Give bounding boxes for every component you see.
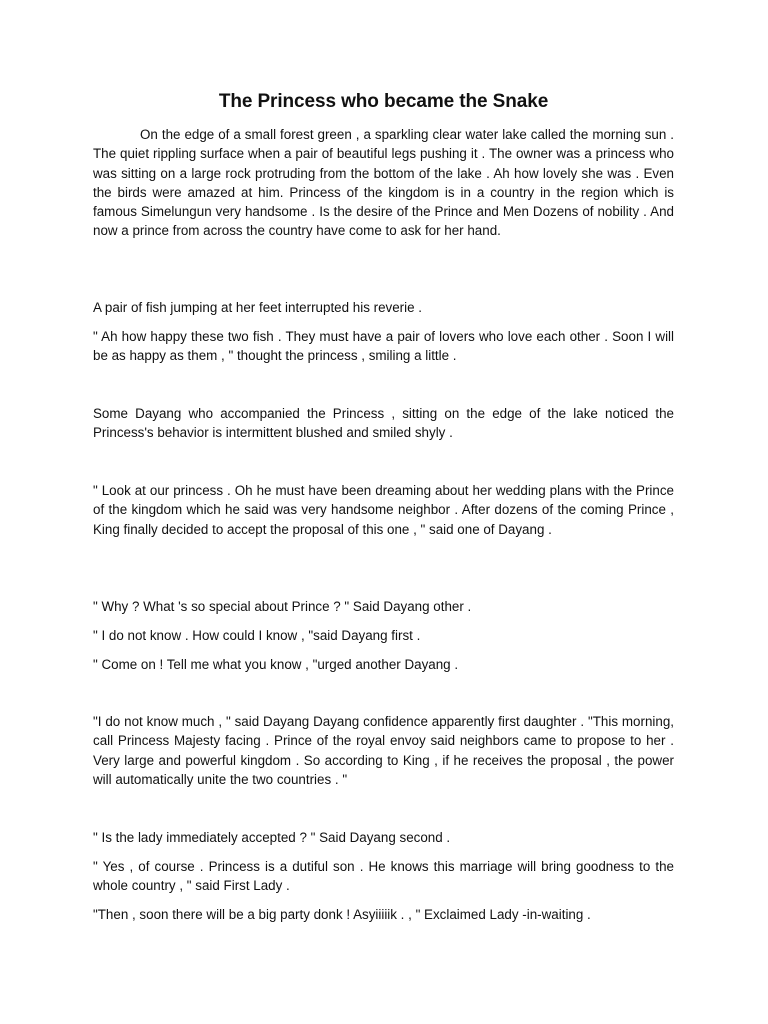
paragraph-12: "Then , soon there will be a big party donk ! Asyiiiiik . , " Exclaimed Lady -in-waiting .	[93, 907, 591, 922]
paragraph-4: Some Dayang who accompanied the Princess , sitting on the edge of the lake noticed the Princess's behavior is intermittent blushed and smiled shyly .	[93, 406, 674, 441]
paragraph-3: " Ah how happy these two fish . They must have a pair of lovers who love each other . Soon I will be as happy as them , " thought the princess , smiling a little .	[93, 329, 674, 364]
paragraph-9: "I do not know much , " said Dayang Dayang confidence apparently first daughter . "This morning, call Princess Majesty facing . Prince of the royal envoy said neighbors came to propose to her . Very large and powerful kingdom . So according to King , if he receives the proposal , the power will automatically unite the two countries . "	[93, 714, 674, 787]
paragraph-1: On the edge of a small forest green , a sparkling clear water lake called the morning sun . The quiet rippling surface when a pair of beautiful legs pushing it . The owner was a princess who was sitting on a large rock protruding from the bottom of the lake . Ah how lovely she was . Even the birds were amazed at him. Princess of the kingdom is in a country in the region which is famous Simelungun very handsome . Is the desire of the Prince and Men Dozens of nobility . And now a prince from across the country have come to ask for her hand.	[93, 127, 674, 239]
document-title: The Princess who became the Snake	[218, 91, 549, 112]
paragraph-5: " Look at our princess . Oh he must have been dreaming about her wedding plans with the Prince of the kingdom which he said was very handsome neighbor . After dozens of the coming Prince , King finally decided to accept the proposal of this one , " said one of Dayang .	[93, 483, 674, 537]
paragraph-11: " Yes , of course . Princess is a dutiful son . He knows this marriage will bring goodness to the whole country , " said First Lady .	[93, 859, 674, 894]
paragraph-10: " Is the lady immediately accepted ? " Said Dayang second .	[93, 830, 451, 845]
paragraph-6: " Why ? What 's so special about Prince ? " Said Dayang other .	[93, 599, 472, 614]
paragraph-7: " I do not know . How could I know , "said Dayang first .	[93, 628, 421, 643]
paragraph-8: " Come on ! Tell me what you know , "urged another Dayang .	[93, 657, 459, 672]
paragraph-2: A pair of fish jumping at her feet interrupted his reverie .	[93, 300, 422, 315]
